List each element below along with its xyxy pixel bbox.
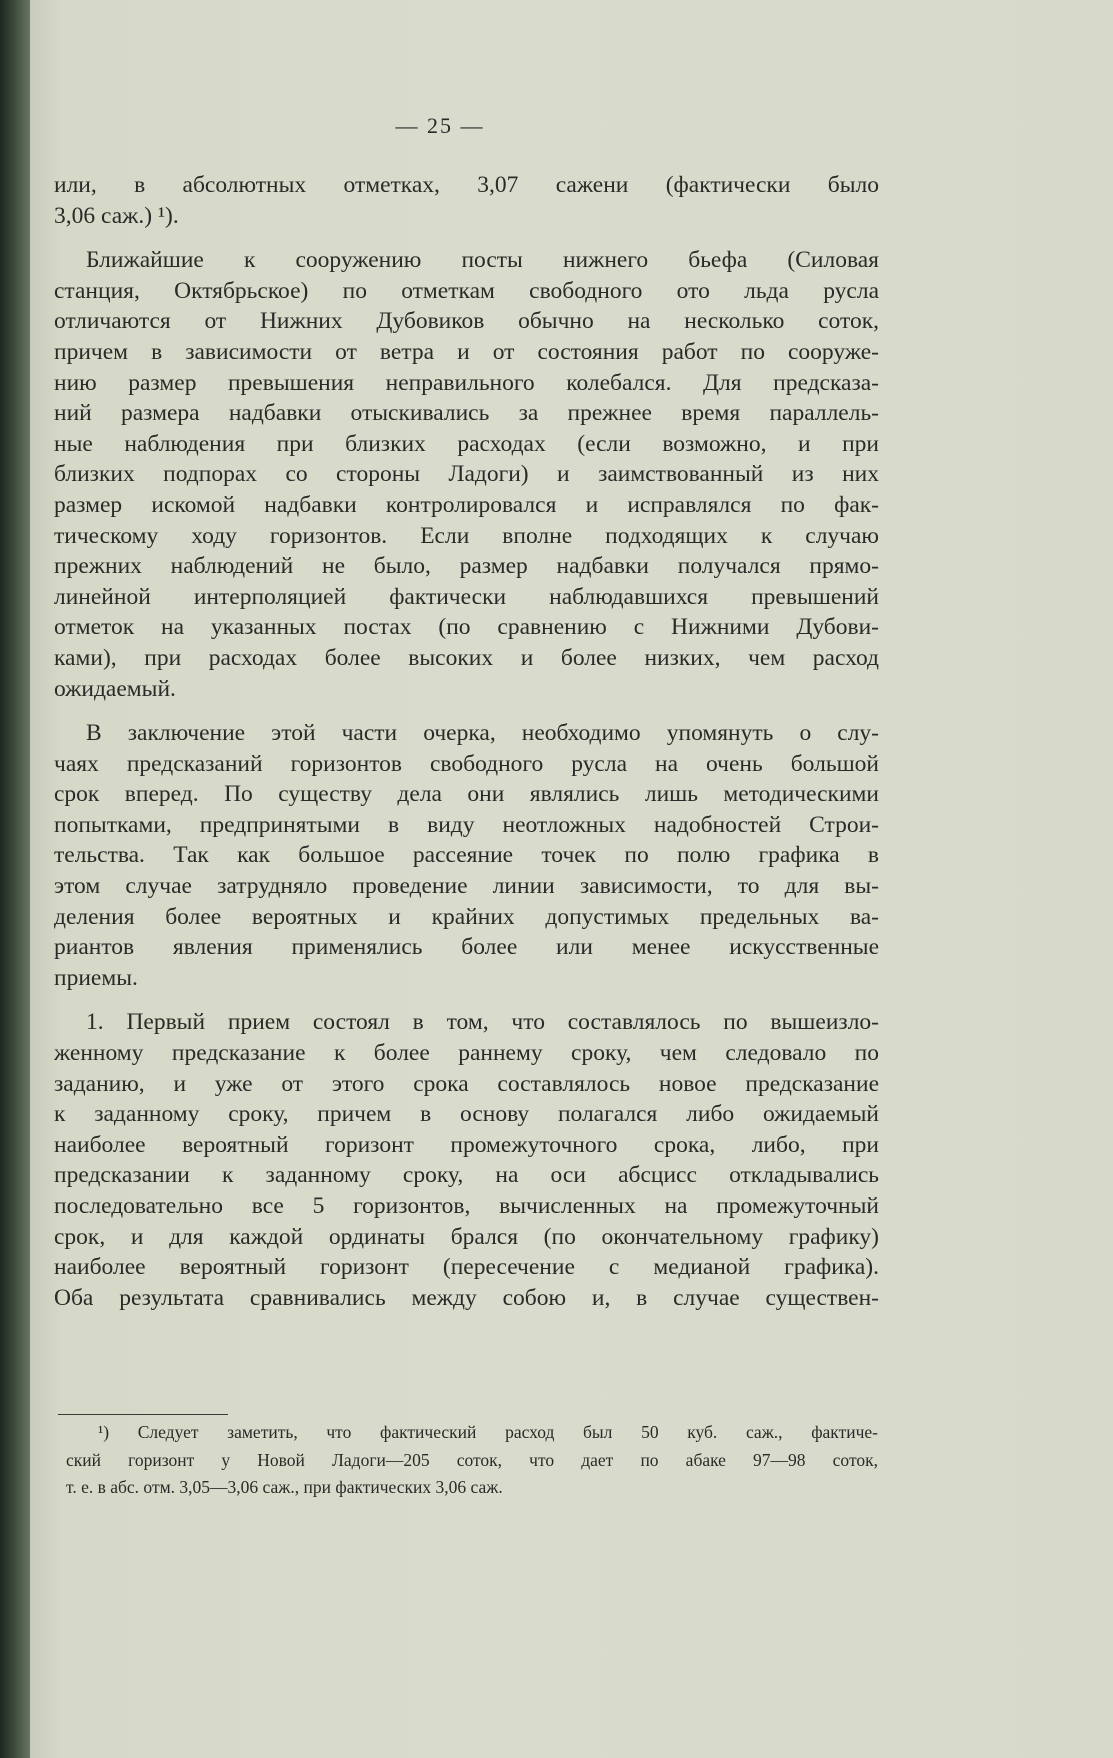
text-line: причем в зависимости от ветра и от состояния работ по сооруже-	[54, 338, 879, 365]
text-line: наиболее вероятный горизонт (пересечение с медианой графика).	[54, 1254, 879, 1281]
main-text	[54, 170, 879, 1313]
text-line: ний размера надбавки отыскивались за прежнее время параллель-	[54, 400, 879, 427]
footnote-line: ¹) Следует заметить, что фактический расход был 50 куб. саж., фактиче-	[98, 1422, 878, 1442]
footnote	[66, 1419, 878, 1502]
text-line: этом случае затрудняло проведение линии зависимости, то для вы-	[54, 873, 879, 900]
paragraph-1	[54, 170, 879, 231]
text-line: отметок на указанных постах (по сравнению с Нижними Дубови-	[54, 614, 879, 641]
page-number: — 25 —	[395, 113, 485, 138]
text-line: ками), при расходах более высоких и более низких, чем расход	[54, 644, 879, 671]
text-line: 3,06 саж.) ¹).	[54, 202, 179, 229]
text-line: Ближайшие к сооружению посты нижнего бьефа (Силовая	[86, 247, 879, 274]
text-line: ные наблюдения при близких расходах (если возможно, и при	[54, 430, 879, 457]
text-line: близких подпорах со стороны Ладоги) и заимствованный из них	[54, 461, 879, 488]
text-line: отличаются от Нижних Дубовиков обычно на несколько соток,	[54, 308, 879, 335]
text-line: тическому ходу горизонтов. Если вполне подходящих к случаю	[54, 522, 879, 549]
text-line: нию размер превышения неправильного колебался. Для предсказа-	[54, 369, 879, 396]
text-line: к заданному сроку, причем в основу полагался либо ожидаемый	[54, 1101, 879, 1128]
text-line: срок, и для каждой ординаты брался (по окончательному графику)	[54, 1223, 879, 1250]
text-line: срок вперед. По существу дела они являлись лишь методическими	[54, 781, 879, 808]
text-line: женному предсказание к более раннему сроку, чем следовало по	[54, 1040, 879, 1067]
paragraph-4	[54, 1007, 879, 1313]
text-line: предсказании к заданному сроку, на оси абсцисс откладывались	[54, 1162, 879, 1189]
text-line: Оба результата сравнивались между собою и, в случае существен-	[54, 1284, 879, 1311]
text-line: В заключение этой части очерка, необходимо упомянуть о слу-	[86, 720, 879, 747]
book-spine-edge	[0, 0, 30, 1758]
text-line: станция, Октябрьское) по отметкам свободного ото льда русла	[54, 277, 879, 304]
text-line: наиболее вероятный горизонт промежуточного срока, либо, при	[54, 1131, 879, 1158]
text-line: последовательно все 5 горизонтов, вычисленных на промежуточный	[54, 1193, 879, 1219]
text-line: размер искомой надбавки контролировался и исправлялся по фак-	[54, 491, 879, 518]
text-line: заданию, и уже от этого срока составлялось новое предсказание	[54, 1070, 879, 1097]
text-line: линейной интерполяцией фактически наблюдавшихся превышений	[54, 583, 879, 610]
text-line: приемы.	[54, 964, 138, 991]
text-line: прежних наблюдений не было, размер надбавки получался прямо-	[54, 553, 879, 580]
text-line: чаях предсказаний горизонтов свободного русла на очень большой	[54, 750, 879, 777]
text-line: тельства. Так как большое рассеяние точек по полю графика в	[54, 842, 879, 869]
book-page	[30, 0, 1113, 1758]
text-line: или, в абсолютных отметках, 3,07 сажени (фактически было	[54, 172, 879, 198]
footnote-divider	[58, 1414, 228, 1415]
paragraph-2	[54, 245, 879, 704]
footnote-line: т. е. в абс. отм. 3,05—3,06 саж., при фактических 3,06 саж.	[66, 1477, 503, 1497]
text-line: 1. Первый прием состоял в том, что составлялось по вышеизло-	[86, 1009, 879, 1036]
text-line: деления более вероятных и крайних допустимых предельных ва-	[54, 903, 879, 930]
text-line: ожидаемый.	[54, 675, 176, 702]
paragraph-3	[54, 718, 879, 993]
text-line: попытками, предпринятыми в виду неотложных надобностей Строи-	[54, 811, 879, 838]
text-line: риантов явления применялись более или менее искусственные	[54, 934, 879, 961]
footnote-line: ский горизонт у Новой Ладоги—205 соток, что дает по абаке 97—98 соток,	[66, 1449, 878, 1470]
